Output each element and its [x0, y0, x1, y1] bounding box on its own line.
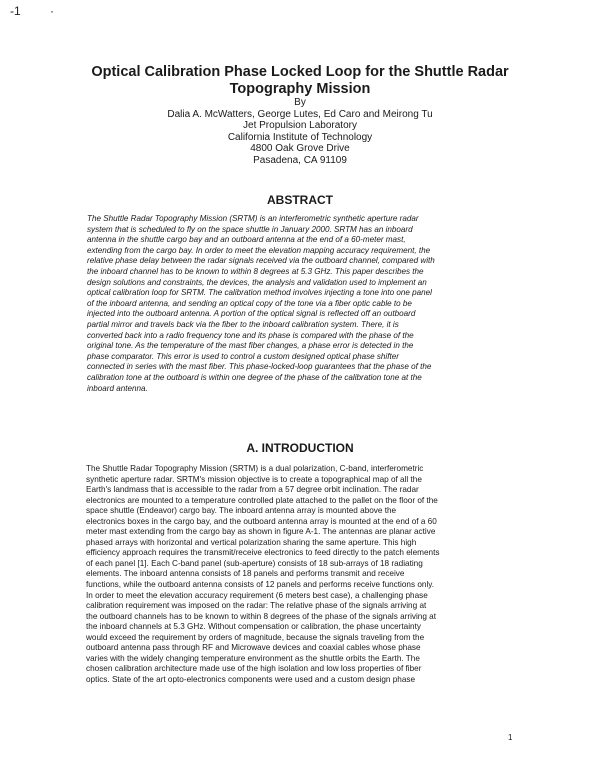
- affiliation-address: 4800 Oak Grove Drive: [250, 143, 350, 155]
- introduction-heading: A. INTRODUCTION: [246, 441, 354, 455]
- paper-title: Optical Calibration Phase Locked Loop for the Shuttle Radar Topography Mission: [91, 64, 509, 97]
- abstract-text: The Shuttle Radar Topography Mission (SRTM) is an interferometric synthetic aperture radar system that is scheduled to fly on the space shuttle in January 2000. SRTM has an inboard antenna in the shuttle cargo bay and an outboard antenna at the end of a 60-meter mast, extending from the cargo bay. In order to meet the elevation mapping accuracy requirement, the relative phase delay between the radar signals received via the outboard channel, compared with the inboard channel has to be known to within 8 degrees at 5.3 GHz. This paper describes the design solutions and constraints, the devices, the analysis and validation used to implement an optical calibration loop for SRTM. The calibration method involves injecting a tone into one panel of the inboard antenna, and sending an optical copy of the tone via a fiber optic cable to be injected into the outboard antenna. A portion of the optical signal is reflected off an outboard partial mirror and travels back via the fiber to the inboard calibration system. There, it is converted back into a radio frequency tone and its phase is compared with the phase of the original tone. As the temperature of the mast fiber changes, a phase error is detected in the phase comparator. This error is used to control a custom designed optical phase shifter connected in series with the mast fiber. This phase-locked-loop guarantees that the phase of the calibration tone at the outboard is within one degree of the phase of the calibration tone at the inboard antenna.: [87, 214, 435, 393]
- corner-marks: [10, 4, 80, 18]
- corner-mark: ·: [50, 4, 55, 18]
- by-line: By: [294, 97, 306, 108]
- affiliation-lab: Jet Propulsion Laboratory: [243, 120, 357, 132]
- affiliation-institute: California Institute of Technology: [227, 131, 373, 143]
- page-number: 1: [508, 733, 513, 742]
- author-names: Dalia A. McWatters, George Lutes, Ed Caro and Meirong Tu: [167, 108, 433, 120]
- author-block: [60, 97, 540, 167]
- affiliation-city: Pasadena, CA 91109: [253, 154, 347, 166]
- abstract-heading: ABSTRACT: [267, 193, 333, 207]
- corner-mark: -1: [10, 4, 21, 18]
- introduction-text: The Shuttle Radar Topography Mission (SRTM) is a dual polarization, C-band, interferometric synthetic aperture radar. SRTM's mission objective is to create a topographical map of all the Earth's landmass that is accessible to the radar from a 57 degree orbit inclination. The radar electronics are mounted to a temperature controlled plate attached to the pallet on the floor of the space shuttle (Endeavor) cargo bay. The inboard antenna array is mounted above the electronics boxes in the cargo bay, and the outboard antenna array is mounted at the end of a 60 meter mast extending from the cargo bay as shown in figure A-1. The antennas are planar active phased arrays with horizontal and vertical polarization sharing the same aperture. This high efficiency approach requires the transmit/receive electronics to feed directly to the patch elements of each panel [1]. Each C-band panel (sub-aperture) consists of 18 sub-arrays of 18 radiating elements. The inboard antenna consists of 18 panels and performs transmit and receive functions, while the outboard antenna consists of 12 panels and performs receive functions only. In order to meet the elevation accuracy requirement (6 meters best case), a challenging phase calibration requirement was imposed on the radar: The relative phase of the signals arriving at the outboard channels has to be known to within 8 degrees of the phase of the signals arriving at the inboard channels at 5.3 GHz. Without compensation or calibration, the phase uncertainty would exceed the requirement by orders of magnitude, because the signals traveling from the outboard antenna pass through RF and Microwave devices and coaxial cables whose phase varies with the widely changing temperature environment as the shuttle orbits the Earth. The chosen calibration architecture made use of the high isolation and low loss properties of fiber optics. State of the art opto-electronics components were used and a custom design phase: [86, 464, 440, 684]
